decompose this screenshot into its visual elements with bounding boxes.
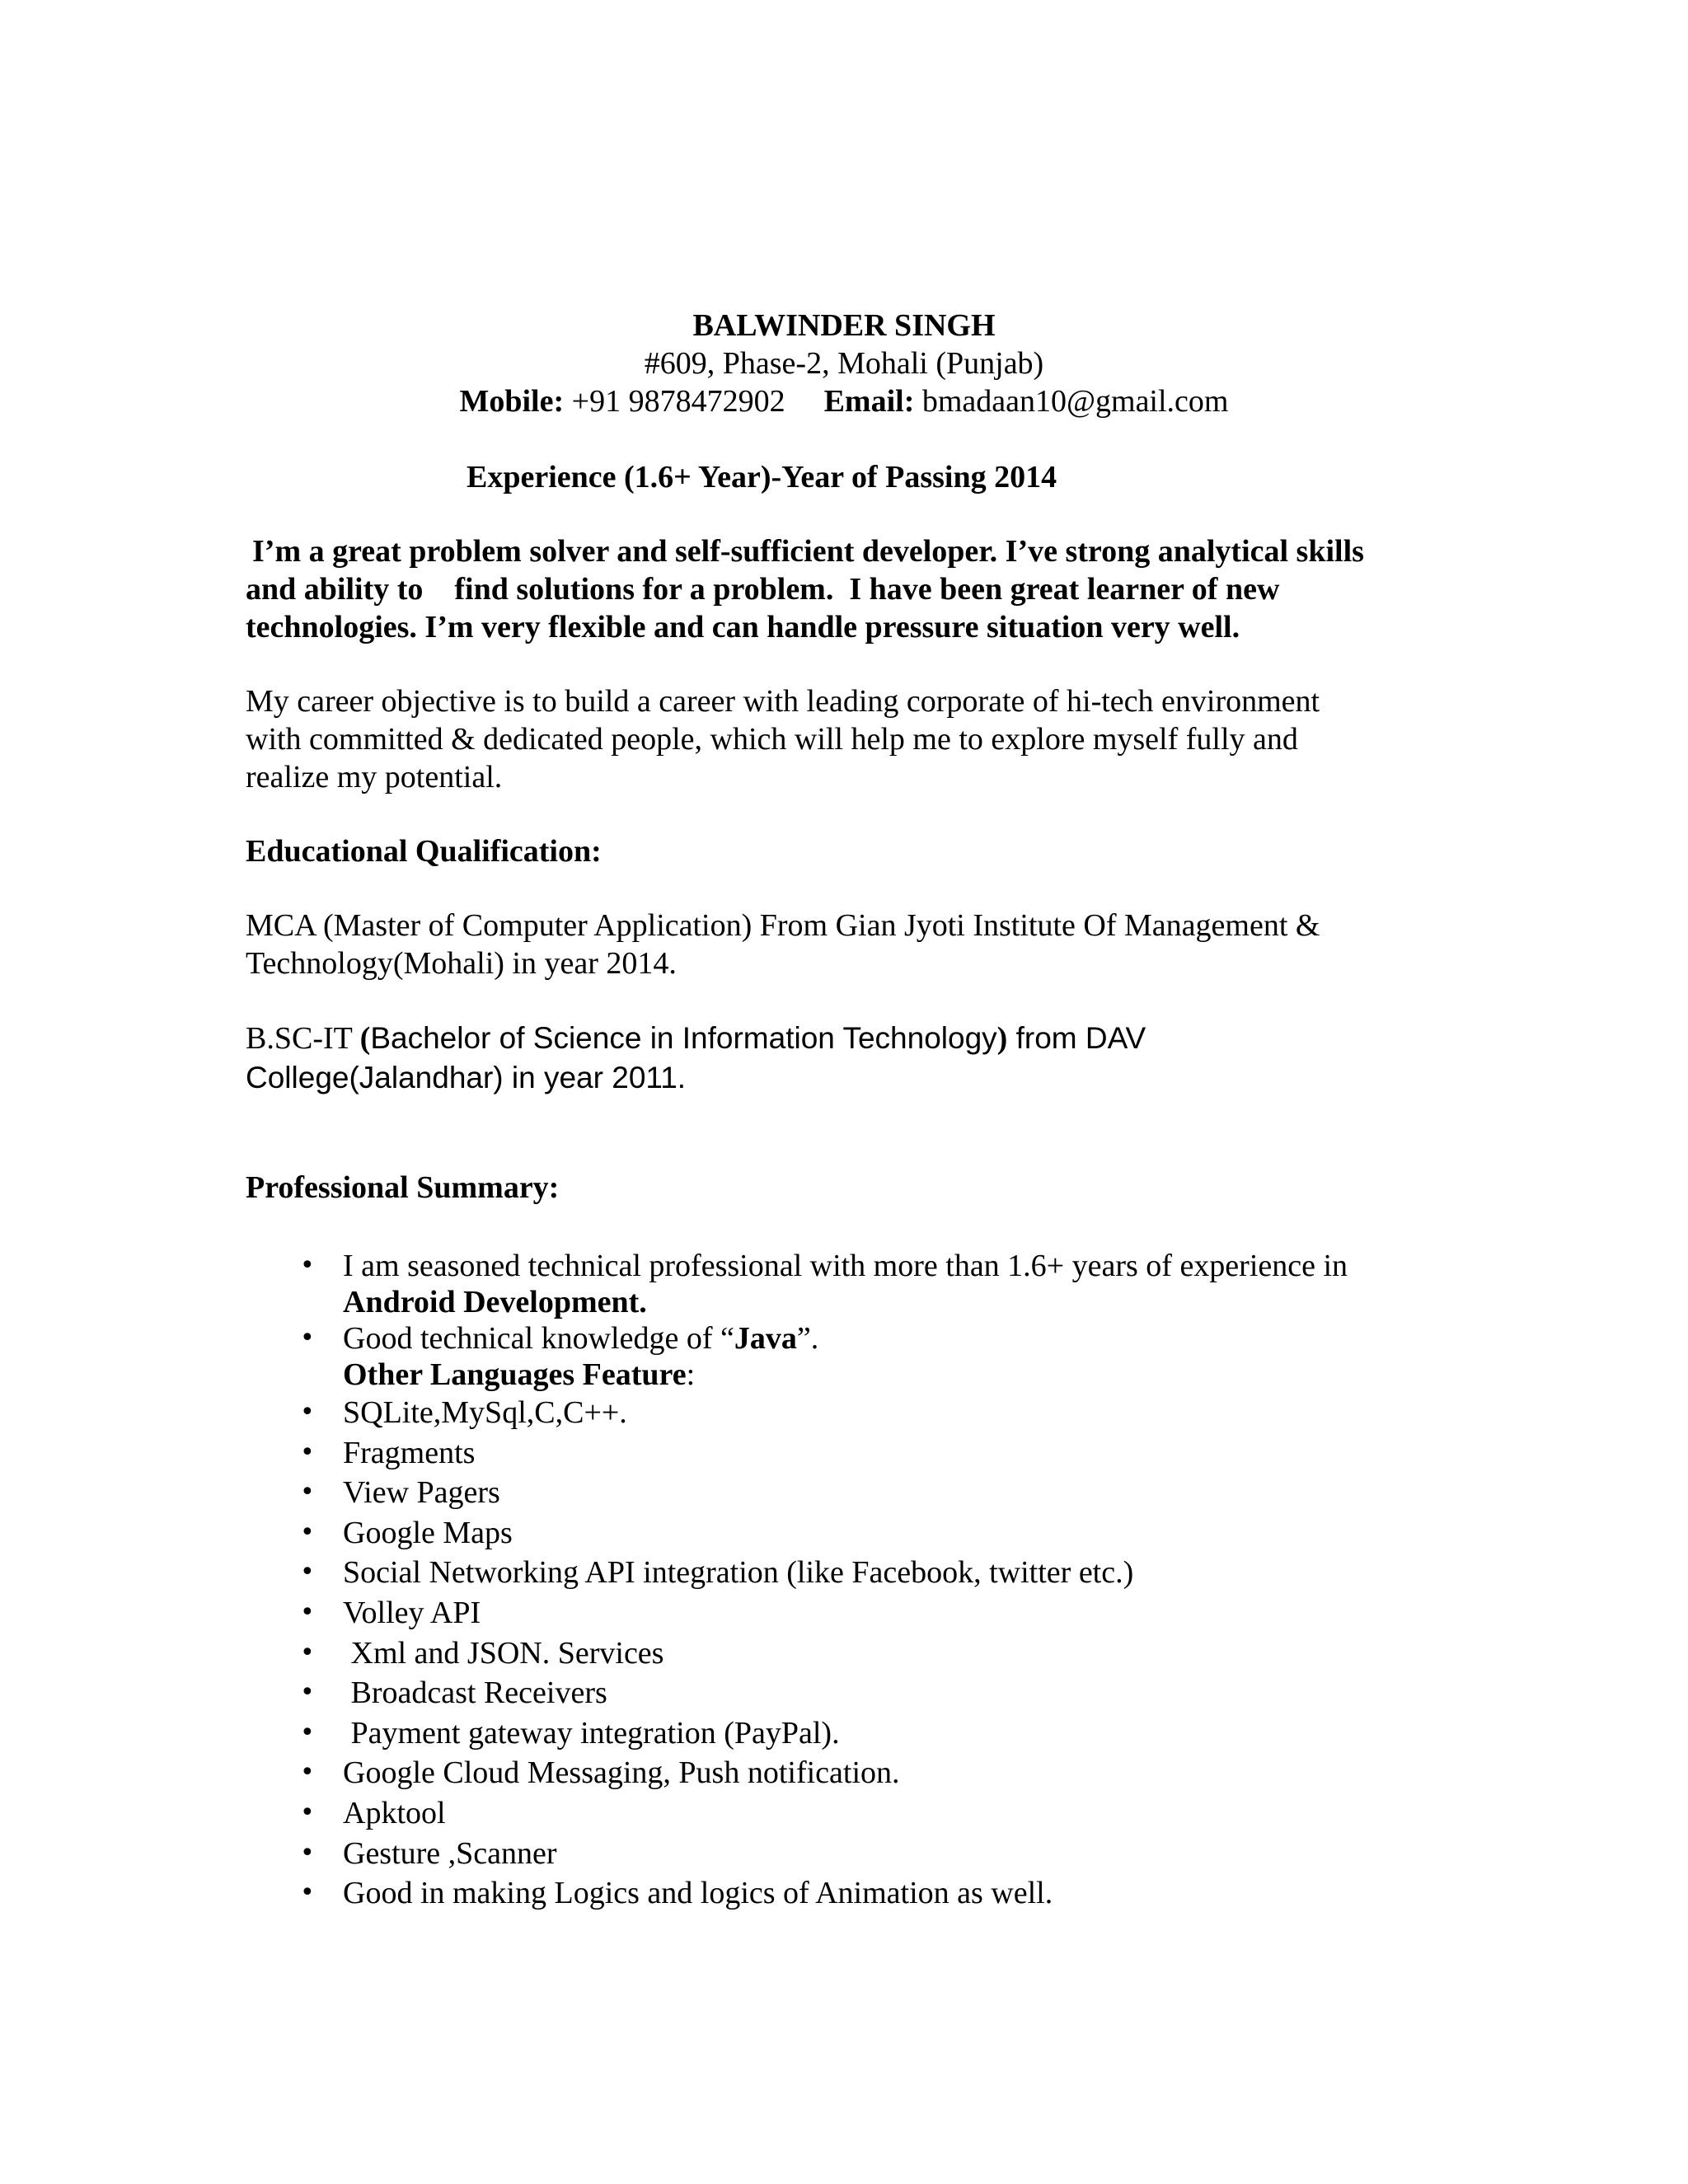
- bullet-icon: •: [300, 1398, 315, 1427]
- bullet-icon: •: [300, 1558, 315, 1587]
- item-text: View Pagers: [343, 1475, 500, 1511]
- list-item: [246, 1473, 1348, 1513]
- intro-line-3: technologies. I’m very flexible and can handle pressure situation very well.: [246, 610, 1240, 644]
- list-item: [246, 1553, 1348, 1593]
- bullet-icon: •: [300, 1437, 315, 1467]
- bullet-icon: •: [300, 1838, 315, 1868]
- bsc-prefix: B.SC-IT: [246, 1021, 360, 1056]
- bullet-icon: •: [300, 1638, 315, 1667]
- bullet-icon: •: [300, 1718, 315, 1747]
- item-text: Social Networking API integration (like Facebook, twitter etc.): [343, 1555, 1134, 1591]
- intro-line-1: I’m a great problem solver and self-sufficient developer. I’ve strong analytical skills: [252, 534, 1364, 569]
- other-languages-line: [246, 1357, 1348, 1393]
- bullet-icon: •: [300, 1517, 315, 1547]
- bullet-icon: •: [300, 1797, 315, 1827]
- list-item: [246, 1320, 1348, 1357]
- list-item: [246, 1248, 1348, 1284]
- list-item: [246, 1834, 1348, 1874]
- candidate-name: BALWINDER SINGH: [692, 308, 996, 343]
- java-bold: Java: [734, 1321, 797, 1356]
- experience-line: Experience (1.6+ Year)-Year of Passing 2014: [467, 460, 1057, 494]
- summary-heading: Professional Summary:: [246, 1170, 560, 1205]
- bullet-icon: •: [300, 1678, 315, 1708]
- android-development: Android Development.: [343, 1285, 647, 1319]
- item-text: Xml and JSON. Services: [343, 1635, 664, 1671]
- item-text: Google Maps: [343, 1515, 513, 1550]
- bsc-line-1: [246, 1019, 1146, 1057]
- mca-line-1: MCA (Master of Computer Application) From Gian Jyoti Institute Of Management &: [246, 908, 1320, 943]
- bsc-line-2: College(Jalandhar) in year 2011.: [246, 1061, 687, 1094]
- item-post: ”.: [796, 1321, 819, 1356]
- email-label: Email:: [823, 384, 915, 419]
- other-languages-colon: :: [686, 1357, 696, 1392]
- bullet-icon: •: [300, 1758, 315, 1788]
- item-text: Payment gateway integration (PayPal).: [343, 1715, 840, 1750]
- intro-line-2: and ability to find solutions for a problem. I have been great learner of new: [246, 572, 1280, 607]
- summary-list: [246, 1248, 1348, 1914]
- item-text: Google Cloud Messaging, Push notification.: [343, 1755, 900, 1791]
- mca-line-2: Technology(Mohali) in year 2014.: [246, 946, 677, 981]
- item-text: Gesture ,Scanner: [343, 1835, 557, 1871]
- bsc-open-paren: (: [359, 1021, 371, 1056]
- objective-line-2: with committed & dedicated people, which will help me to explore myself fully and: [246, 722, 1298, 757]
- list-item: [246, 1633, 1348, 1674]
- bullet-icon: •: [300, 1478, 315, 1507]
- contact-line: [0, 382, 1688, 420]
- objective-line-3: realize my potential.: [246, 760, 503, 794]
- list-item: [246, 1393, 1348, 1433]
- other-languages-label: Other Languages Feature: [343, 1357, 687, 1392]
- list-item: [246, 1793, 1348, 1834]
- objective-line-1: My career objective is to build a career with leading corporate of hi-tech environment: [246, 684, 1320, 719]
- list-item-continuation: [246, 1284, 1348, 1320]
- list-item: [246, 1513, 1348, 1554]
- list-item: [246, 1433, 1348, 1474]
- mobile-label: Mobile:: [459, 384, 565, 419]
- address: #609, Phase-2, Mohali (Punjab): [644, 346, 1044, 381]
- email-value: bmadaan10@gmail.com: [921, 384, 1229, 419]
- bullet-icon: •: [300, 1597, 315, 1627]
- item-text: Apktool: [343, 1795, 446, 1830]
- item-text: Good in making Logics and logics of Animation as well.: [343, 1876, 1053, 1911]
- list-item: [246, 1593, 1348, 1633]
- item-text: I am seasoned technical professional with more than 1.6+ years of experience in: [343, 1249, 1348, 1283]
- list-item: [246, 1673, 1348, 1713]
- bullet-icon: •: [300, 1251, 315, 1280]
- list-item: [246, 1713, 1348, 1754]
- bullet-icon: •: [300, 1324, 315, 1352]
- item-text: Fragments: [343, 1435, 476, 1470]
- bsc-close-paren: ): [996, 1021, 1008, 1056]
- bullet-icon: •: [300, 1878, 315, 1908]
- list-item: [246, 1753, 1348, 1793]
- item-text: SQLite,MySql,C,C++.: [343, 1395, 627, 1430]
- education-heading: Educational Qualification:: [246, 834, 602, 869]
- item-pre: Good technical knowledge of “: [343, 1321, 734, 1356]
- list-item: [246, 1873, 1348, 1914]
- bsc-degree-name: Bachelor of Science in Information Technology: [370, 1021, 997, 1055]
- mobile-value: +91 9878472902: [571, 384, 785, 419]
- item-text: Broadcast Receivers: [343, 1675, 607, 1711]
- item-text: Volley API: [343, 1595, 481, 1630]
- bsc-suffix: from DAV: [1007, 1021, 1146, 1055]
